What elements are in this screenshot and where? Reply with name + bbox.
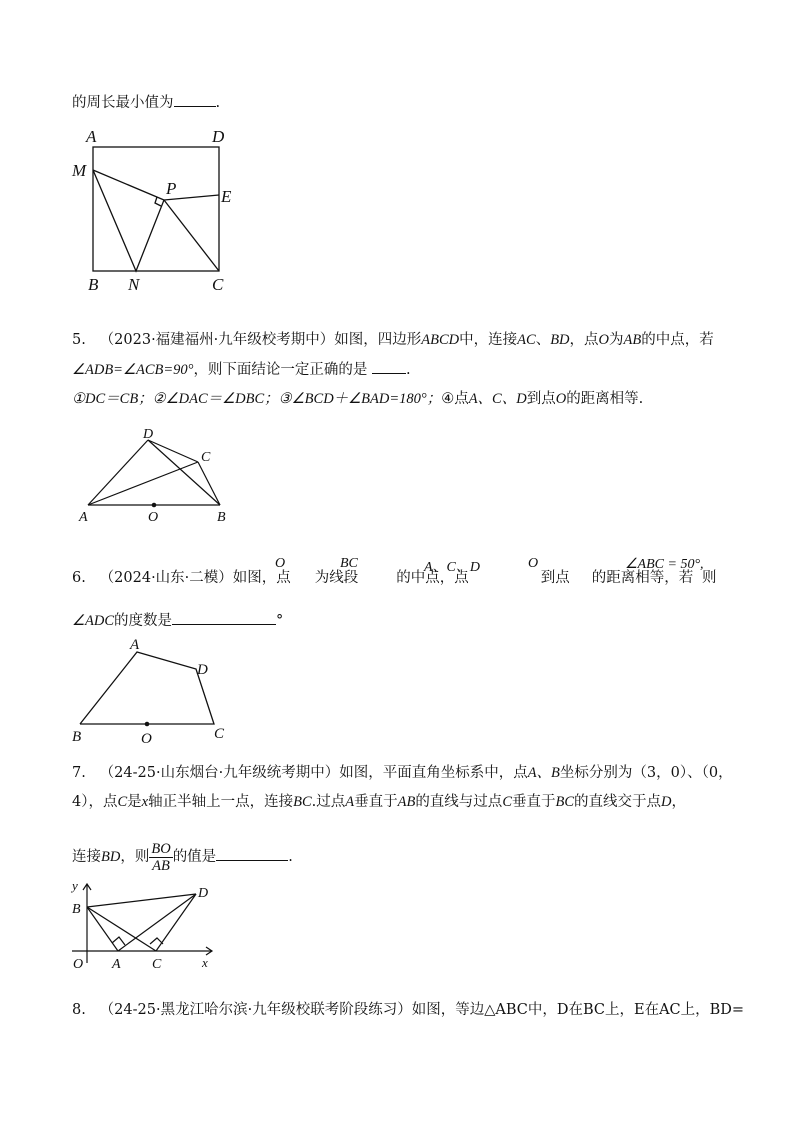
q6-points-acd: A、C、D	[424, 560, 480, 575]
label-D: D	[212, 127, 225, 146]
segment-bc	[87, 907, 156, 951]
q7-line-2: 4），点C是x轴正半轴上一点，连接BC.过点A垂直于AB的直线与过点C垂直于BC的直线交于点D，	[72, 794, 686, 810]
label-N: N	[128, 275, 140, 294]
label-P: P	[166, 179, 177, 198]
q5-options: ①DC＝CB；②∠DAC＝∠DBC；③∠BCD＋∠BAD=180°；④点A、C、D到点O的距离相等.	[72, 391, 644, 407]
q8-line-1: 8. （24-25·黑龙江哈尔滨·九年级校联考阶段练习）如图，等边△ABC中，D在BC上，E在AC上，BD=	[72, 1002, 745, 1018]
label-O: O	[73, 957, 84, 972]
label-O: O	[148, 510, 159, 525]
label-B: B	[88, 275, 99, 294]
right-angle-mark-a	[112, 937, 125, 945]
q6-segment-bc: BC	[340, 556, 358, 571]
q4-answer-line: 的周长最小值为 .	[72, 92, 220, 113]
label-M: M	[72, 161, 87, 180]
label-C: C	[201, 450, 211, 465]
label-y: y	[72, 878, 78, 893]
q7-line-3: 连接BD，则 $\frac{BO}{AB}$ 的值是 .	[72, 840, 293, 874]
label-B: B	[72, 729, 82, 745]
q6-then: 则	[702, 570, 717, 586]
label-A: A	[112, 957, 121, 972]
q6-point-o: O	[275, 556, 286, 571]
q6-line-1: 6. （2024·山东·二模）如图，点 为线段 的中点，点 到点 的距离相等，若	[72, 570, 694, 586]
label-x: x	[202, 955, 208, 970]
segment-bd	[87, 894, 196, 907]
segment-ba	[87, 907, 118, 951]
label-D: D	[197, 662, 208, 678]
label-A: A	[130, 637, 140, 653]
fraction-bo-ab: $\frac{BO}{AB}$	[151, 840, 171, 874]
label-D: D	[198, 886, 209, 901]
q5-line-1: 5. （2023·福建福州·九年级校考期中）如图，四边形ABCD中，连接AC、BD，点O为AB的中点，若	[72, 332, 714, 348]
q5-line-2: ∠ADB=∠ACB=90°，则下面结论一定正确的是 .	[72, 359, 411, 380]
label-A: A	[86, 127, 97, 146]
label-E: E	[221, 187, 232, 206]
q7-line-1: 7. （24-25·山东烟台·九年级统考期中）如图，平面直角坐标系中，点A、B坐标分别为（3，0）、（0，	[72, 765, 733, 781]
label-C: C	[214, 726, 225, 742]
label-B: B	[217, 510, 226, 525]
label-D: D	[143, 427, 154, 442]
label-C: C	[212, 275, 224, 294]
q6-angle-abc: ∠ABC = 50°,	[625, 557, 704, 572]
q6-line-2: ∠ADC的度数是 °	[72, 610, 283, 631]
segment-ad	[118, 894, 196, 951]
label-C: C	[152, 957, 162, 972]
label-O: O	[141, 731, 152, 747]
label-A: A	[79, 510, 88, 525]
q6-point-o2: O	[528, 556, 539, 571]
label-B: B	[72, 902, 81, 917]
